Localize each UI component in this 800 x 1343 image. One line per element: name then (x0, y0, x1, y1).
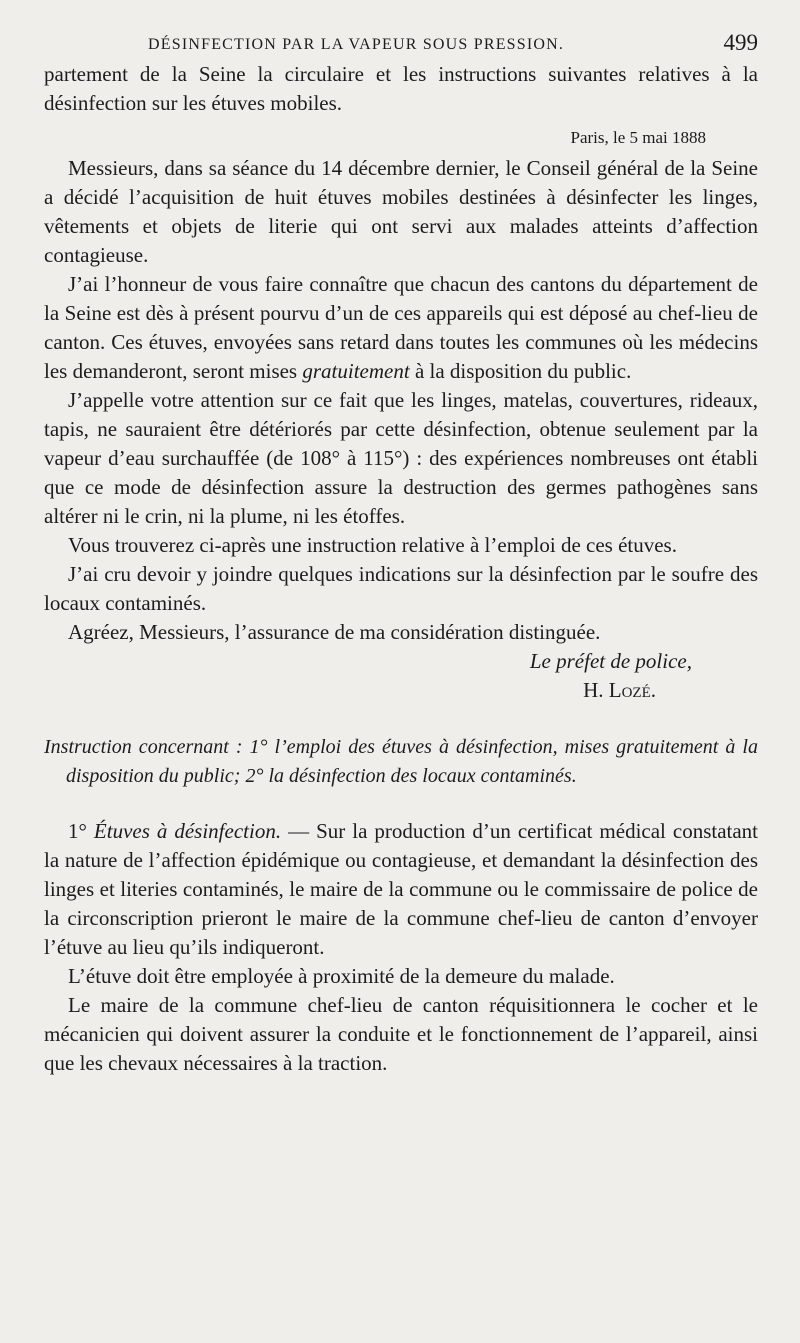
paragraph-5: J’ai cru devoir y joindre quelques indications sur la désinfection par le soufre des locaux contaminés. (44, 562, 758, 615)
paragraph-3: J’appelle votre attention sur ce fait que les linges, matelas, couvertures, rideaux, tapis, ne sauraient être détériorés par cette désinfection, obtenue seulement par la vapeur d’eau surchauffée (de 108° à 115°) : des expériences nombreuses ont établi que ce mode de désinfection assure la destruction des germes pathogènes sans altérer ni le crin, ni la plume, ni les étoffes. (44, 388, 758, 528)
signature-initial: H. (583, 678, 604, 702)
instruction-heading (44, 733, 758, 791)
instruction-text: 1° l’emploi des étuves à désinfection, mises gratuitement à la disposition du public; 2° la désinfection des locaux contaminés. (66, 736, 758, 787)
section-1-paragraph-2: L’étuve doit être employée à proximité de la demeure du malade. (68, 964, 615, 988)
section-number: 1° (68, 819, 87, 843)
running-header (44, 30, 758, 60)
running-title: DÉSINFECTION PAR LA VAPEUR SOUS PRESSION. (148, 36, 565, 53)
section-heading: Étuves à désinfection. (93, 819, 282, 843)
signature-title: Le préfet de police, (529, 649, 692, 673)
dateline: Paris, le 5 mai 1888 (570, 128, 706, 147)
page-number: 499 (723, 30, 758, 55)
paragraph-2-text: J’ai l’honneur de vous faire connaître que chacun des cantons du département de la Seine est dès à présent pourvu d’un de ces appareils qui est déposé au chef-lieu de canton. Ces étuves, envoyées sans retard dans toutes les communes où les médecins les demanderont, seront mises (44, 272, 758, 383)
section-1-text: — Sur la production d’un certificat médical constatant la nature de l’affection épidémique ou contagieuse, et demandant la désinfection des linges et literies contaminés, le maire de la commune ou le commissaire de police de la circonscription prieront le maire de la commune chef-lieu de canton d’envoyer l’étuve au lieu qu’ils indiqueront. (44, 819, 759, 959)
instruction-label: Instruction concernant : (44, 736, 243, 758)
paragraph-6: Agréez, Messieurs, l’assurance de ma considération distinguée. (68, 620, 601, 644)
paragraph-2 (44, 270, 758, 386)
signature-surname: Lozé. (608, 678, 656, 702)
intro-paragraph: partement de la Seine la circulaire et les instructions suivantes relatives à la désinfection sur les étuves mobiles. (44, 62, 758, 115)
signature-name (44, 676, 656, 705)
paragraph-1: Messieurs, dans sa séance du 14 décembre dernier, le Conseil général de la Seine a décidé l’acquisition de huit étuves mobiles destinées à désinfecter les linges, vêtements et objets de literie qui ont servi aux malades atteints d’affection contagieuse. (44, 156, 758, 267)
section-1-paragraph-1 (44, 817, 758, 962)
section-1-paragraph-3: Le maire de la commune chef-lieu de canton réquisitionnera le cocher et le mécanicien qui doivent assurer la conduite et le fonctionnement de l’appareil, ainsi que les chevaux nécessaires à la traction. (44, 993, 758, 1075)
paragraph-4: Vous trouverez ci-après une instruction relative à l’emploi de ces étuves. (68, 533, 677, 557)
paragraph-2-end: à la disposition du public. (409, 359, 632, 383)
emphasis-gratuitement: gratuitement (302, 359, 410, 383)
